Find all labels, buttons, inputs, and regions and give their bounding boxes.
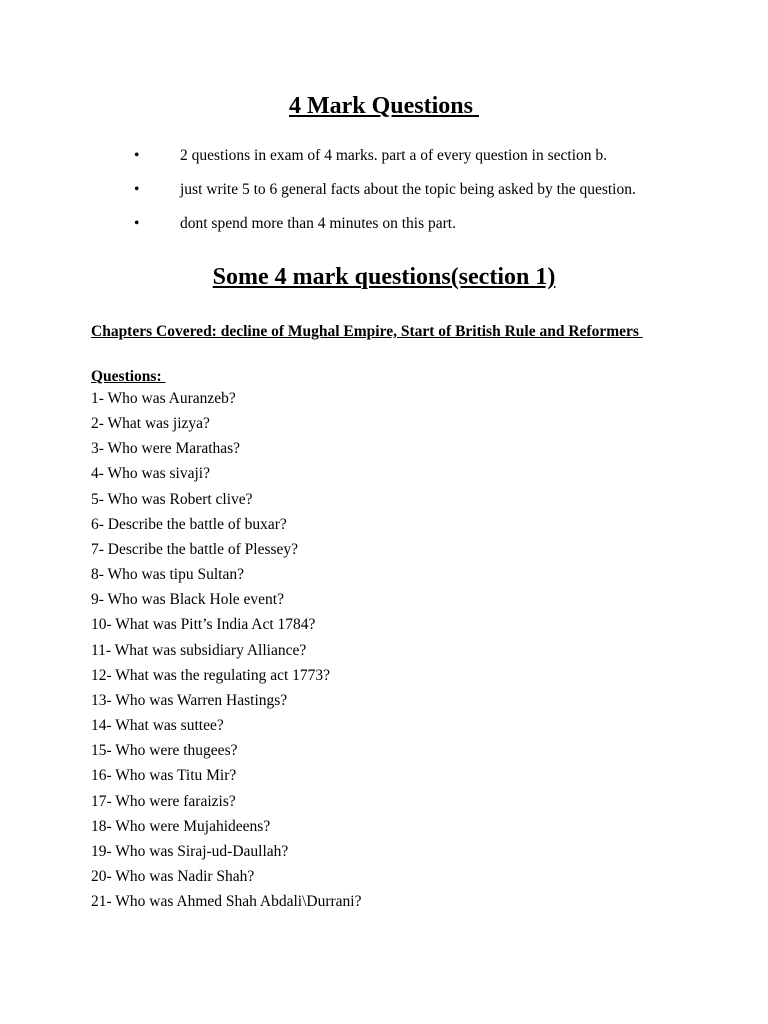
section-heading: Some 4 mark questions(section 1) <box>212 264 556 290</box>
question-item: 16- Who was Titu Mir? <box>91 767 237 785</box>
instruction-item <box>0 211 768 236</box>
question-item: 21- Who was Ahmed Shah Abdali\Durrani? <box>91 893 362 911</box>
chapters-covered: Chapters Covered: decline of Mughal Empire, Start of British Rule and Reformers <box>91 323 643 340</box>
question-item: 8- Who was tipu Sultan? <box>91 566 244 584</box>
question-item: 9- Who was Black Hole event? <box>91 591 284 609</box>
instruction-text: 2 questions in exam of 4 marks. part a of every question in section b. <box>180 147 608 164</box>
question-item: 17- Who were faraizis? <box>91 792 236 810</box>
question-item: 15- Who were thugees? <box>91 742 238 760</box>
instruction-item <box>0 177 768 202</box>
questions-label: Questions: <box>91 368 166 385</box>
question-item: 1- Who was Auranzeb? <box>91 390 236 407</box>
question-item: 12- What was the regulating act 1773? <box>91 666 331 684</box>
question-item: 20- Who was Nadir Shah? <box>91 867 255 885</box>
question-item: 18- Who were Mujahideens? <box>91 817 271 835</box>
question-item: 6- Describe the battle of buxar? <box>91 515 287 533</box>
questions-list <box>91 386 362 914</box>
instructions-list <box>0 143 768 245</box>
question-item: 19- Who was Siraj-ud-Daullah? <box>91 842 289 860</box>
question-item: 10- What was Pitt’s India Act 1784? <box>91 616 316 634</box>
question-item: 14- What was suttee? <box>91 717 224 735</box>
question-item: 4- Who was sivaji? <box>91 465 210 483</box>
question-item: 13- Who was Warren Hastings? <box>91 691 288 709</box>
instruction-text: dont spend more than 4 minutes on this part. <box>180 215 456 232</box>
question-item: 2- What was jizya? <box>91 415 210 433</box>
instruction-text: just write 5 to 6 general facts about the topic being asked by the question. <box>180 181 636 198</box>
bullet-marker: • <box>134 181 140 198</box>
question-item: 11- What was subsidiary Alliance? <box>91 641 307 659</box>
instruction-item <box>0 143 768 168</box>
bullet-marker: • <box>134 147 140 164</box>
page-title: 4 Mark Questions <box>288 93 479 119</box>
question-item: 7- Describe the battle of Plessey? <box>91 540 299 558</box>
bullet-marker: • <box>134 215 140 232</box>
question-item: 3- Who were Marathas? <box>91 440 241 458</box>
question-item: 5- Who was Robert clive? <box>91 490 253 508</box>
